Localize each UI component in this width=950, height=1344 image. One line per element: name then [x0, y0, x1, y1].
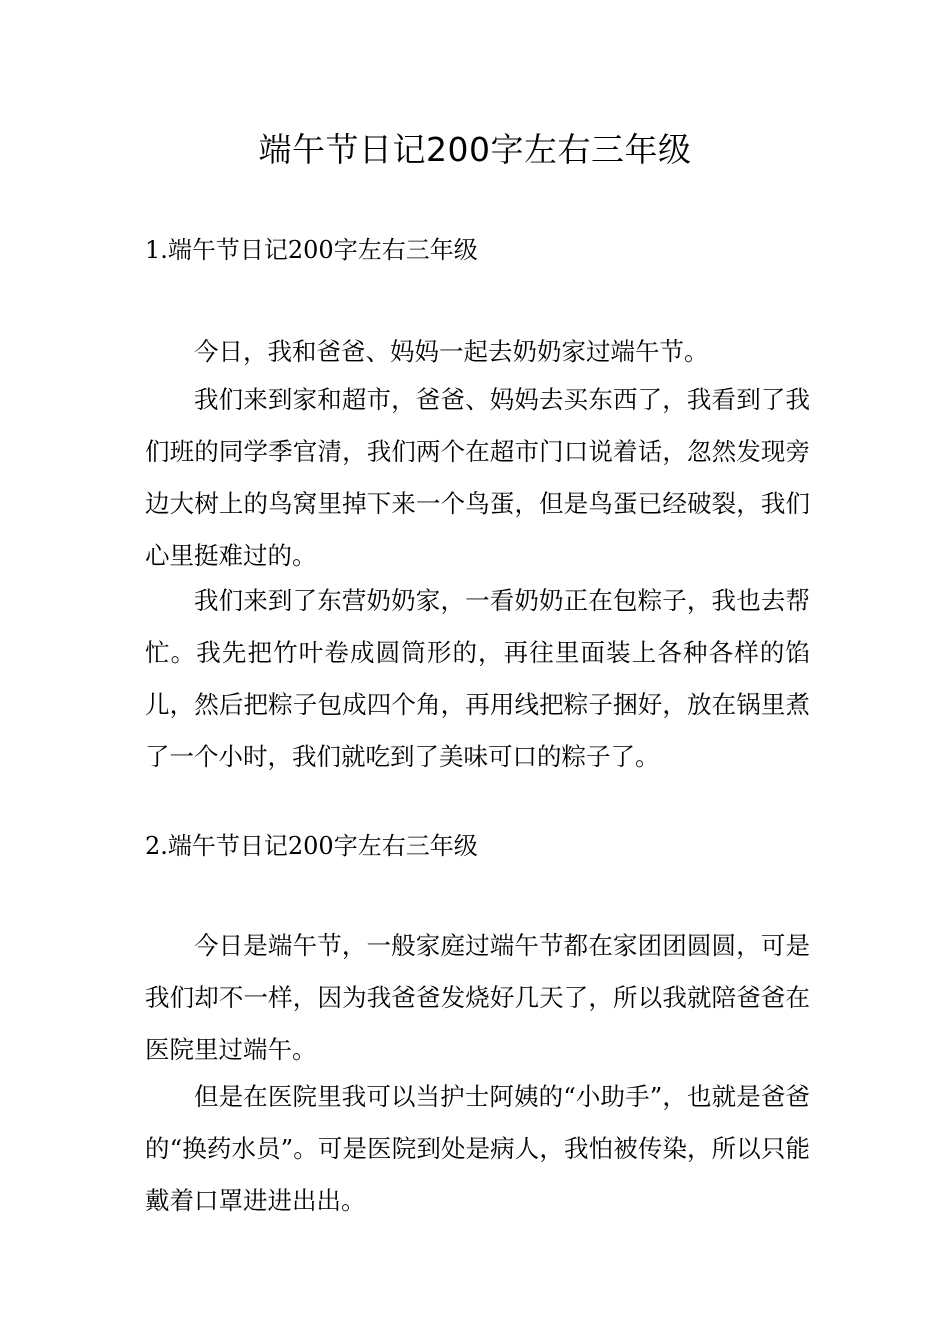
section-1-paragraph-1: 今日，我和爸爸、妈妈一起去奶奶家过端午节。: [194, 337, 709, 366]
section-1-paragraph-2: 我们来到家和超市，爸爸、妈妈去买东西了，我看到了我们班的同学季官清，我们两个在超市门口说着话，忽然发现旁边大树上的鸟窝里掉下来一个鸟蛋，但是鸟蛋已经破裂，我们心里挺难过的。: [145, 385, 810, 570]
section-2-paragraph-1: 今日是端午节，一般家庭过端午节都在家团团圆圆，可是我们却不一样，因为我爸爸发烧好几天了，所以我就陪爸爸在医院里过端午。: [145, 931, 810, 1064]
section-2-paragraph-2: 但是在医院里我可以当护士阿姨的“小助手”，也就是爸爸的“换药水员”。可是医院到处是病人，我怕被传染，所以只能戴着口罩进进出出。: [145, 1082, 810, 1215]
section-1-paragraph-3: 我们来到了东营奶奶家，一看奶奶正在包粽子，我也去帮忙。我先把竹叶卷成圆筒形的，再往里面装上各种各样的馅儿，然后把粽子包成四个角，再用线把粽子捆好，放在锅里煮了一个小时，我们就吃到了美味可口的粽子了。: [145, 586, 810, 771]
document-title: 端午节日记200字左右三年级: [258, 130, 692, 169]
section-heading-1: 1.端午节日记200字左右三年级: [145, 236, 478, 264]
section-heading-2: 2.端午节日记200字左右三年级: [145, 832, 478, 860]
